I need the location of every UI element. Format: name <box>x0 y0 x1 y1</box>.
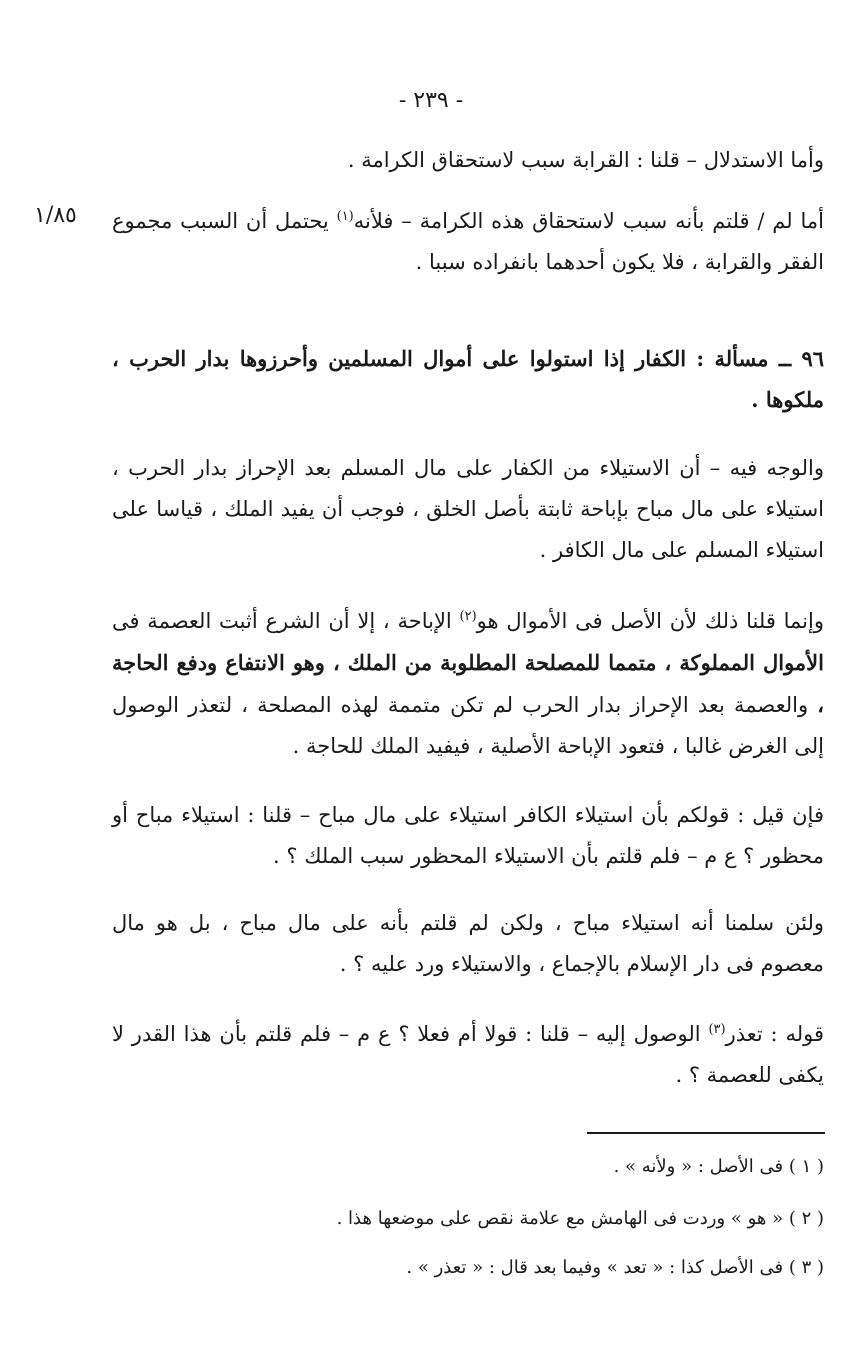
paragraph-text: الإباحة ، إلا أن الشرع أثبت العصمة فى <box>112 609 460 633</box>
paragraph-qawluhu <box>112 1009 824 1096</box>
paragraph-bold-text: الأموال المملوكة ، متمما للمصلحة المطلوبة من الملك ، وهو الانتفاع ودفع الحاجة ، <box>112 650 824 717</box>
footnote-separator <box>587 1132 825 1134</box>
paragraph-text: أما لم / قلتم بأنه سبب لاستحقاق هذه الكرامة – فلأنه <box>353 209 824 233</box>
masala-heading: ٩٦ ــ مسألة : الكفار إذا استولوا على أموال المسلمين وأحرزوها بدار الحرب ، ملكوها . <box>112 346 824 412</box>
paragraph-fain-qila: فإن قيل : قولكم بأن استيلاء الكافر استيلاء على مال مباح – قلنا : استيلاء مباح أو محظور ؟ ع م – فلم قلتم بأن الاستيلاء المحظور سبب الملك ؟ . <box>112 803 824 868</box>
footnote-2: ( ٢ ) « هو » وردت فى الهامش مع علامة نقص على موضعها هذا . <box>336 1208 824 1229</box>
paragraph-text: قوله : تعذر <box>725 1022 824 1046</box>
footnote-ref-3: (٣) <box>708 1022 726 1037</box>
page-number: - ٢٣٩ - <box>398 88 464 113</box>
paragraph-walain: ولئن سلمنا أنه استيلاء مباح ، ولكن لم قلتم بأنه على مال مباح ، بل هو مال معصوم فى دار الإسلام بالإجماع ، والاستيلاء ورد عليه ؟ . <box>112 911 824 976</box>
footnote-3: ( ٣ ) فى الأصل كذا : « تعد » وفيما بعد قال : « تعذر » . <box>406 1257 824 1278</box>
paragraph-text: يحتمل أن السبب مجموع الفقر والقرابة ، فلا يكون أحدهما بانفراده سببا . <box>112 209 824 274</box>
paragraph-istidlal: وأما الاستدلال – قلنا : القرابة سبب لاستحقاق الكرامة . <box>347 148 824 172</box>
paragraph-wajh: والوجه فيه – أن الاستيلاء من الكفار على مال المسلم بعد الإحراز بدار الحرب ، استيلاء على مال مباح بإباحة ثابتة بأصل الخلق ، فوجب أن يفيد الملك ، قياسا على استيلاء المسلم على مال الكافر . <box>112 456 824 562</box>
paragraph-text: والعصمة بعد الإحراز بدار الحرب لم تكن متممة لهذه المصلحة ، لتعذر الوصول إلى الغرض غالبا ، فتعود الإباحة الأصلية ، فيفيد الملك للحاجة . <box>112 693 824 758</box>
footnote-ref-1: (١) <box>336 209 354 224</box>
paragraph-text: وإنما قلنا ذلك لأن الأصل فى الأموال هو <box>476 609 824 633</box>
paragraph-karama <box>112 196 824 283</box>
paragraph-innama <box>112 596 824 767</box>
footnote-ref-2: (٢) <box>459 609 477 624</box>
footnote-1: ( ١ ) فى الأصل : « ولأنه » . <box>613 1156 824 1177</box>
paragraph-text: الوصول إليه – قلنا : قولا أم فعلا ؟ ع م – فلم قلتم بأن هذا القدر لا يكفى للعصمة ؟ . <box>112 1022 824 1087</box>
margin-folio-note: ١/٨٥ <box>34 203 77 228</box>
